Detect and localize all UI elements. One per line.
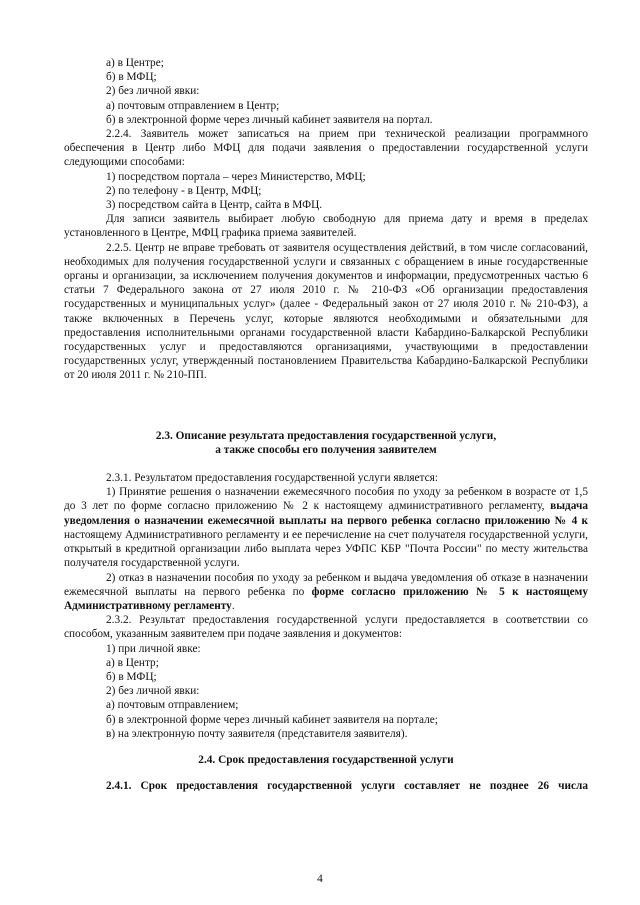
paragraph-2-3-1: 2.3.1. Результатом предоставления государственной услуги является: — [106, 472, 438, 485]
plain-text: 1) Принятие решения о назначении ежемесячного пособия по уходу за ребенком в возрасте от 1,5 до 3 лет по форме согласно приложению № 2 к настоящему административного регламенту, — [64, 486, 588, 513]
list-item: а) почтовым отправлением; — [106, 699, 239, 712]
list-top — [64, 56, 588, 127]
bold-text: выдача уведомления о назначении ежемесячной выплаты на первого ребенка согласно приложению № 4 к — [64, 500, 588, 527]
paragraph-2-2-5: 2.2.5. Центр не вправе требовать от заявителя осуществления действий, в том числе согласований, необходимых для получения государственной услуги и связанных с обращением в иные государственные органы и организации, за исключением получения документов и информации, предусмотренных частью 6 статьи 7 Федерального закона от 27 июля 2010 г. № 210-ФЗ «Об организации предоставления государственных и муниципальных услуг» (далее - Федеральный закон от 27 июля 2010 г. № 210-ФЗ), а также включенных в Перечень услуг, которые являются необходимыми и обязательными для предоставления исполнительными органами государственной власти Кабардино-Балкарской Республики государственных услуг и предоставляются организациями, участвующими в предоставлении государственных услуг, утвержденный постановлением Правительства Кабардино-Балкарской Республики от 20 июля 2011 г. № 210-ПП. — [64, 241, 588, 382]
list-item: 3) посредством сайта в Центр, сайта в МФЦ. — [106, 199, 323, 212]
list-item: а) в Центре; — [106, 57, 164, 69]
section-heading-2-3 — [64, 429, 588, 457]
list-item: а) почтовым отправлением в Центр; — [106, 99, 280, 112]
plain-text: . — [231, 599, 235, 612]
list-2-3-2 — [64, 642, 588, 741]
list-item: 1) посредством портала – через Министерство, МФЦ; — [106, 170, 366, 183]
list-item: б) в электронной форме через личный кабинет заявителя на портал. — [106, 113, 433, 126]
paragraph-2-3-1-item-2 — [64, 571, 588, 614]
paragraph-2-3-2: 2.3.2. Результат предоставления государственной услуги предоставляется в соответствии со способом, указанным заявителем при подаче заявления и документов: — [64, 614, 588, 641]
bold-text: форме согласно приложению № 5 к настоящему Административному регламенту — [64, 585, 588, 612]
list-item: б) в электронной форме через личный кабинет заявителя на портале; — [106, 713, 438, 726]
plain-text: настоящему Административного регламенту и ее перечисление на счет получателя государственной услуги, открытый в кредитной организации либо выплата через УФПС КБР "Почта России" по месту жительства получателя государственной услуги. — [64, 528, 588, 570]
list-item: 2) без личной явки: — [106, 85, 200, 98]
heading-line: а также способы его получения заявителем — [215, 443, 437, 456]
list-item: в) на электронную почту заявителя (представителя заявителя). — [106, 727, 408, 740]
paragraph-record: Для записи заявитель выбирает любую свободную для приема дату и время в пределах установленного в Центре, МФЦ графика приема заявителей. — [64, 213, 588, 240]
list-2-2-4 — [64, 170, 588, 213]
list-item: 2) по телефону - в Центр, МФЦ; — [106, 184, 262, 197]
list-item: б) в МФЦ; — [106, 670, 157, 683]
section-heading-2-4: 2.4. Срок предоставления государственной услуги — [198, 753, 454, 766]
paragraph-2-4-1: 2.4.1. Срок предоставления государственной услуги составляет не позднее 26 числа — [106, 780, 588, 793]
plain-text: 2) отказ в назначении пособия по уходу за ребенком и выдача уведомления об отказе в назначении ежемесячной выплаты на первого ребенка по — [64, 571, 588, 598]
list-item: 1) при личной явке: — [106, 642, 201, 655]
list-item: а) в Центр; — [106, 656, 159, 669]
paragraph-2-3-1-item-1 — [64, 485, 588, 570]
page-number: 4 — [317, 873, 323, 885]
list-item: 2) без личной явки: — [106, 685, 200, 698]
document-page — [64, 56, 588, 793]
heading-line: 2.3. Описание результата предоставления государственной услуги, — [155, 429, 497, 442]
paragraph-2-2-4: 2.2.4. Заявитель может записаться на прием при технической реализации программного обеспечения в Центр либо МФЦ для подачи заявления о предоставлении государственной услуги следующими способами: — [64, 128, 588, 169]
list-item: б) в МФЦ; — [106, 71, 157, 84]
